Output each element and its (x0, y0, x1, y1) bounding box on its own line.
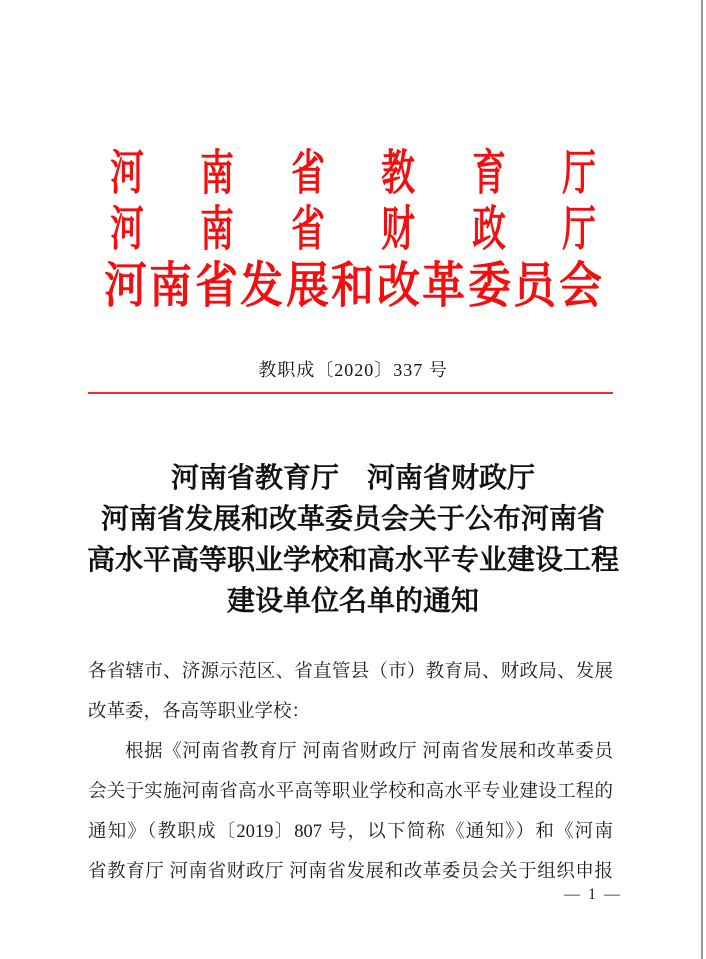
red-divider-line (88, 392, 613, 394)
title-line-2: 河南省发展和改革委员会关于公布河南省 (100, 504, 605, 535)
agency-name-line-3: 河 南 省 发 展 和 改 革 委 员 会 (104, 259, 602, 313)
body-line: 会关于实施河南省高水平高等职业学校和高水平专业建设工程的 (88, 782, 613, 802)
doc-number: 教职成〔2020〕337 号 (258, 360, 448, 380)
letterhead (0, 146, 706, 314)
notice-body (88, 652, 613, 892)
body-line: 各省辖市、济源示范区、省直管县（市）教育局、财政局、发展 (88, 662, 613, 682)
agency-name-line-1: 河 南 省 教 育 厅 (110, 147, 596, 200)
notice-title (0, 458, 706, 622)
body-line: 改革委，各高等职业学校： (88, 702, 311, 722)
body-line: 通知》（教职成〔2019〕807 号，以下简称《通知》）和《河南 (88, 822, 613, 842)
page-number: — 1 — (564, 886, 622, 903)
body-line: 根据《河南省教育厅 河南省财政厅 河南省发展和改革委员 (125, 742, 613, 762)
agency-name-line-2: 河 南 省 财 政 厅 (110, 203, 596, 256)
title-line-4: 建设单位名单的通知 (226, 586, 479, 617)
page-edge-line (701, 0, 703, 959)
title-line-3: 高水平高等职业学校和高水平专业建设工程 (86, 545, 619, 576)
body-line: 省教育厅 河南省财政厅 河南省发展和改革委员会关于组织申报 (88, 862, 613, 882)
title-line-1: 河南省教育厅 河南省财政厅 (170, 463, 535, 494)
